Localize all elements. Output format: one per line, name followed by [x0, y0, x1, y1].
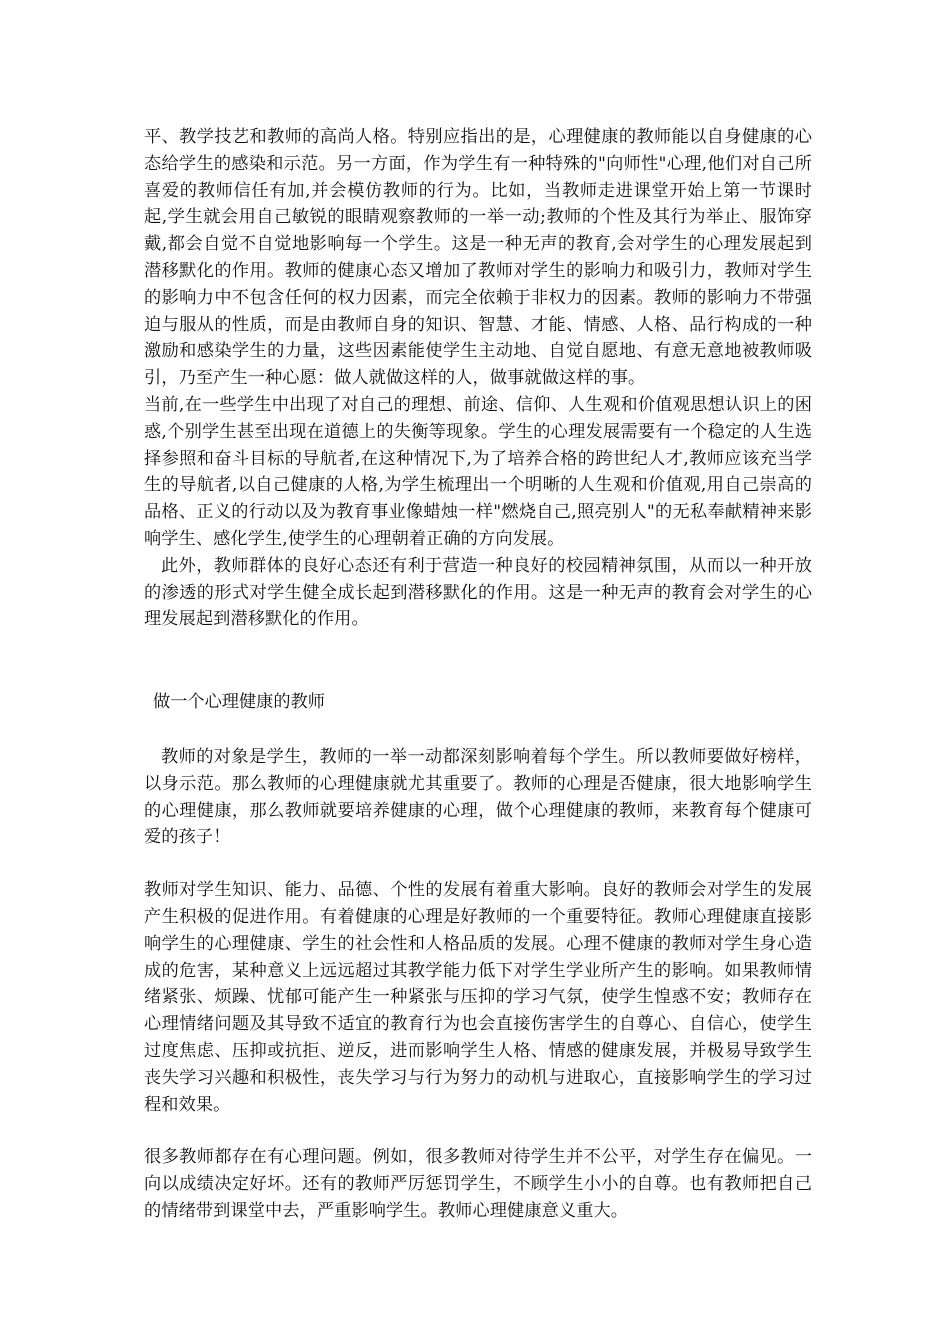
section-spacer [144, 633, 812, 689]
document-page [144, 124, 812, 1225]
paragraph-spacer [144, 1118, 812, 1144]
paragraph-role-model: 教师的对象是学生，教师的一举一动都深刻影响着每个学生。所以教师要做好榜样，以身示范。那么教师的心理健康就尤其重要了。教师的心理是否健康，很大地影响学生的心理健康，那么教师就要培养健康的心理，做个心理健康的教师，来教育每个健康可爱的孩子！ [144, 746, 812, 848]
section-heading: 做一个心理健康的教师 [153, 692, 325, 713]
paragraph-common-problems: 很多教师都存在有心理问题。例如，很多教师对待学生并不公平，对学生存在偏见。一向以成绩决定好坏。还有的教师严厉惩罚学生，不顾学生小小的自尊。也有教师把自己的情绪带到课堂中去，严重影响学生。教师心理健康意义重大。 [144, 1147, 812, 1221]
paragraph-spacer [144, 851, 812, 877]
paragraph-teacher-influence: 平、教学技艺和教师的高尚人格。特别应指出的是，心理健康的教师能以自身健康的心态给学生的感染和示范。另一方面，作为学生有一种特殊的"向师性"心理,他们对自己所喜爱的教师信任有加,并会模仿教师的行为。比如，当教师走进课堂开始上第一节课时起,学生就会用自己敏锐的眼睛观察教师的一举一动;教师的个性及其行为举止、服饰穿戴,都会自觉不自觉地影响每一个学生。这是一种无声的教育,会对学生的心理发展起到潜移默化的作用。教师的健康心态又增加了教师对学生的影响力和吸引力，教师对学生的影响力中不包含任何的权力因素，而完全依赖于非权力的因素。教师的影响力不带强迫与服从的性质，而是由教师自身的知识、智慧、才能、情感、人格、品行构成的一种激励和感染学生的力量，这些因素能使学生主动地、自觉自愿地、有意无意地被教师吸引，乃至产生一种心愿：做人就做这样的人，做事就做这样的事。 [144, 127, 812, 389]
paragraph-mental-health-impact: 教师对学生知识、能力、品德、个性的发展有着重大影响。良好的教师会对学生的发展产生积极的促进作用。有着健康的心理是好教师的一个重要特征。教师心理健康直接影响学生的心理健康、学生的社会性和人格品质的发展。心理不健康的教师对学生身心造成的危害，某种意义上远远超过其教学能力低下对学生学业所产生的影响。如果教师情绪紧张、烦躁、忧郁可能产生一种紧张与压抑的学习气氛，使学生惶惑不安；教师存在心理情绪问题及其导致不适宜的教育行为也会直接伤害学生的自尊心、自信心，使学生过度焦虑、压抑或抗拒、逆反，进而影响学生人格、情感的健康发展，并极易导致学生丧失学习兴趣和积极性，丧失学习与行为努力的动机与进取心，直接影响学生的学习过程和效果。 [144, 880, 812, 1115]
heading-spacer [144, 716, 812, 744]
paragraph-campus-atmosphere: 此外，教师群体的良好心态还有利于营造一种良好的校园精神氛围，从而以一种开放的渗透的形式对学生健全成长起到潜移默化的作用。这是一种无声的教育会对学生的心理发展起到潜移默化的作用。 [144, 555, 812, 630]
paragraph-navigator-role: 当前,在一些学生中出现了对自己的理想、前途、信仰、人生观和价值观思想认识上的困惑,个别学生甚至出现在道德上的失衡等现象。学生的心理发展需要有一个稳定的人生选择参照和奋斗目标的导航者,在这种情况下,为了培养合格的跨世纪人才,教师应该充当学生的导航者,以自己健康的人格,为学生梳理出一个明晰的人生观和价值观,用自己崇高的品格、正义的行动以及为教育事业像蜡烛一样"燃烧自己,照亮别人"的无私奉献精神来影响学生、感化学生,使学生的心理朝着正确的方向发展。 [144, 394, 812, 549]
